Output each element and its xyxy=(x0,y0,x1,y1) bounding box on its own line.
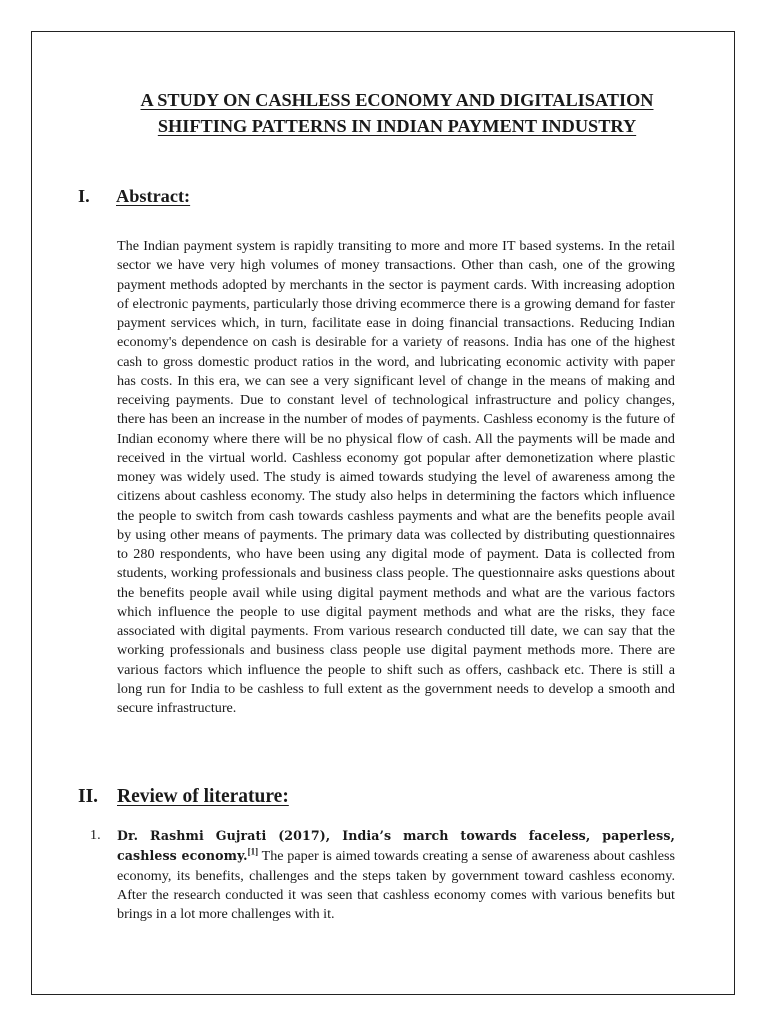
reference-number: [1] xyxy=(247,846,259,857)
section-number: I. xyxy=(78,186,90,206)
reference-citation: Dr. Rashmi Gujrati (2017), India’s march towards faceless, paperless, cashless economy. xyxy=(117,828,675,864)
list-marker: 1. xyxy=(90,827,101,843)
list-item xyxy=(90,826,676,924)
literature-entry xyxy=(117,826,675,924)
abstract-body: The Indian payment system is rapidly transiting to more and more IT based systems. In the retail sector we have very high volumes of money transactions. Other than cash, one of the growing payment methods adopted by merchants in the sector is payment cards. With increasing adoption of electronic payments, particularly those driving ecommerce there is a growing demand for faster payment services which, in turn, facilitate ease in doing financial transactions. Reducing Indian economy's dependence on cash is desirable for a variety of reasons. India has one of the highest cash to gross domestic product ratios in the word, and lubricating economic activity with paper has costs. In this era, we can see a very significant level of change in the means of making and receiving payments. Due to constant level of technological infrastructure and policy changes, there has been an increase in the number of modes of payments. Cashless economy is the future of Indian economy where there will be no physical flow of cash. All the payments will be made and received in the virtual world. Cashless economy got popular after demonetization where plastic money was widely used. The study is aimed towards studying the level of awareness among the citizens about cashless economy. The study also helps in determining the factors which influence the people to switch from cash towards cashless payments and what are the benefits people avail by using other means of payments. The primary data was collected by distributing questionnaires to 280 respondents, who have been using any digital mode of payment. Data is collected from students, working professionals and business class people. The questionnaire asks questions about the benefits people avail while using digital payment methods and what are the various factors which influence the people to use digital payment methods and what are the risks, they face associated with digital payments. From various research conducted till date, we can say that the working professionals and business class people use digital payment methods more. There are various factors which influence the people to shift such as offers, cashback etc. There is still a long run for India to be cashless to full extent as the government needs to develop a smooth and secure infrastructure. xyxy=(117,238,675,716)
section-number: II. xyxy=(78,786,99,807)
paper-title: A STUDY ON CASHLESS ECONOMY AND DIGITALISATION SHIFTING PATTERNS IN INDIAN PAYMENT INDUSTRY xyxy=(140,90,654,136)
abstract-heading xyxy=(78,186,190,207)
section-title: Review of literature: xyxy=(117,786,289,807)
review-heading xyxy=(78,786,289,808)
entry-text: The paper is aimed towards creating a sense of awareness about cashless economy, its benefits, challenges and the steps taken by government toward cashless economy. After the research conducted it was seen that cashless economy comes with various benefits but brings in a lot more challenges with it. xyxy=(117,848,675,922)
literature-list xyxy=(90,826,676,924)
section-title: Abstract: xyxy=(116,186,191,206)
